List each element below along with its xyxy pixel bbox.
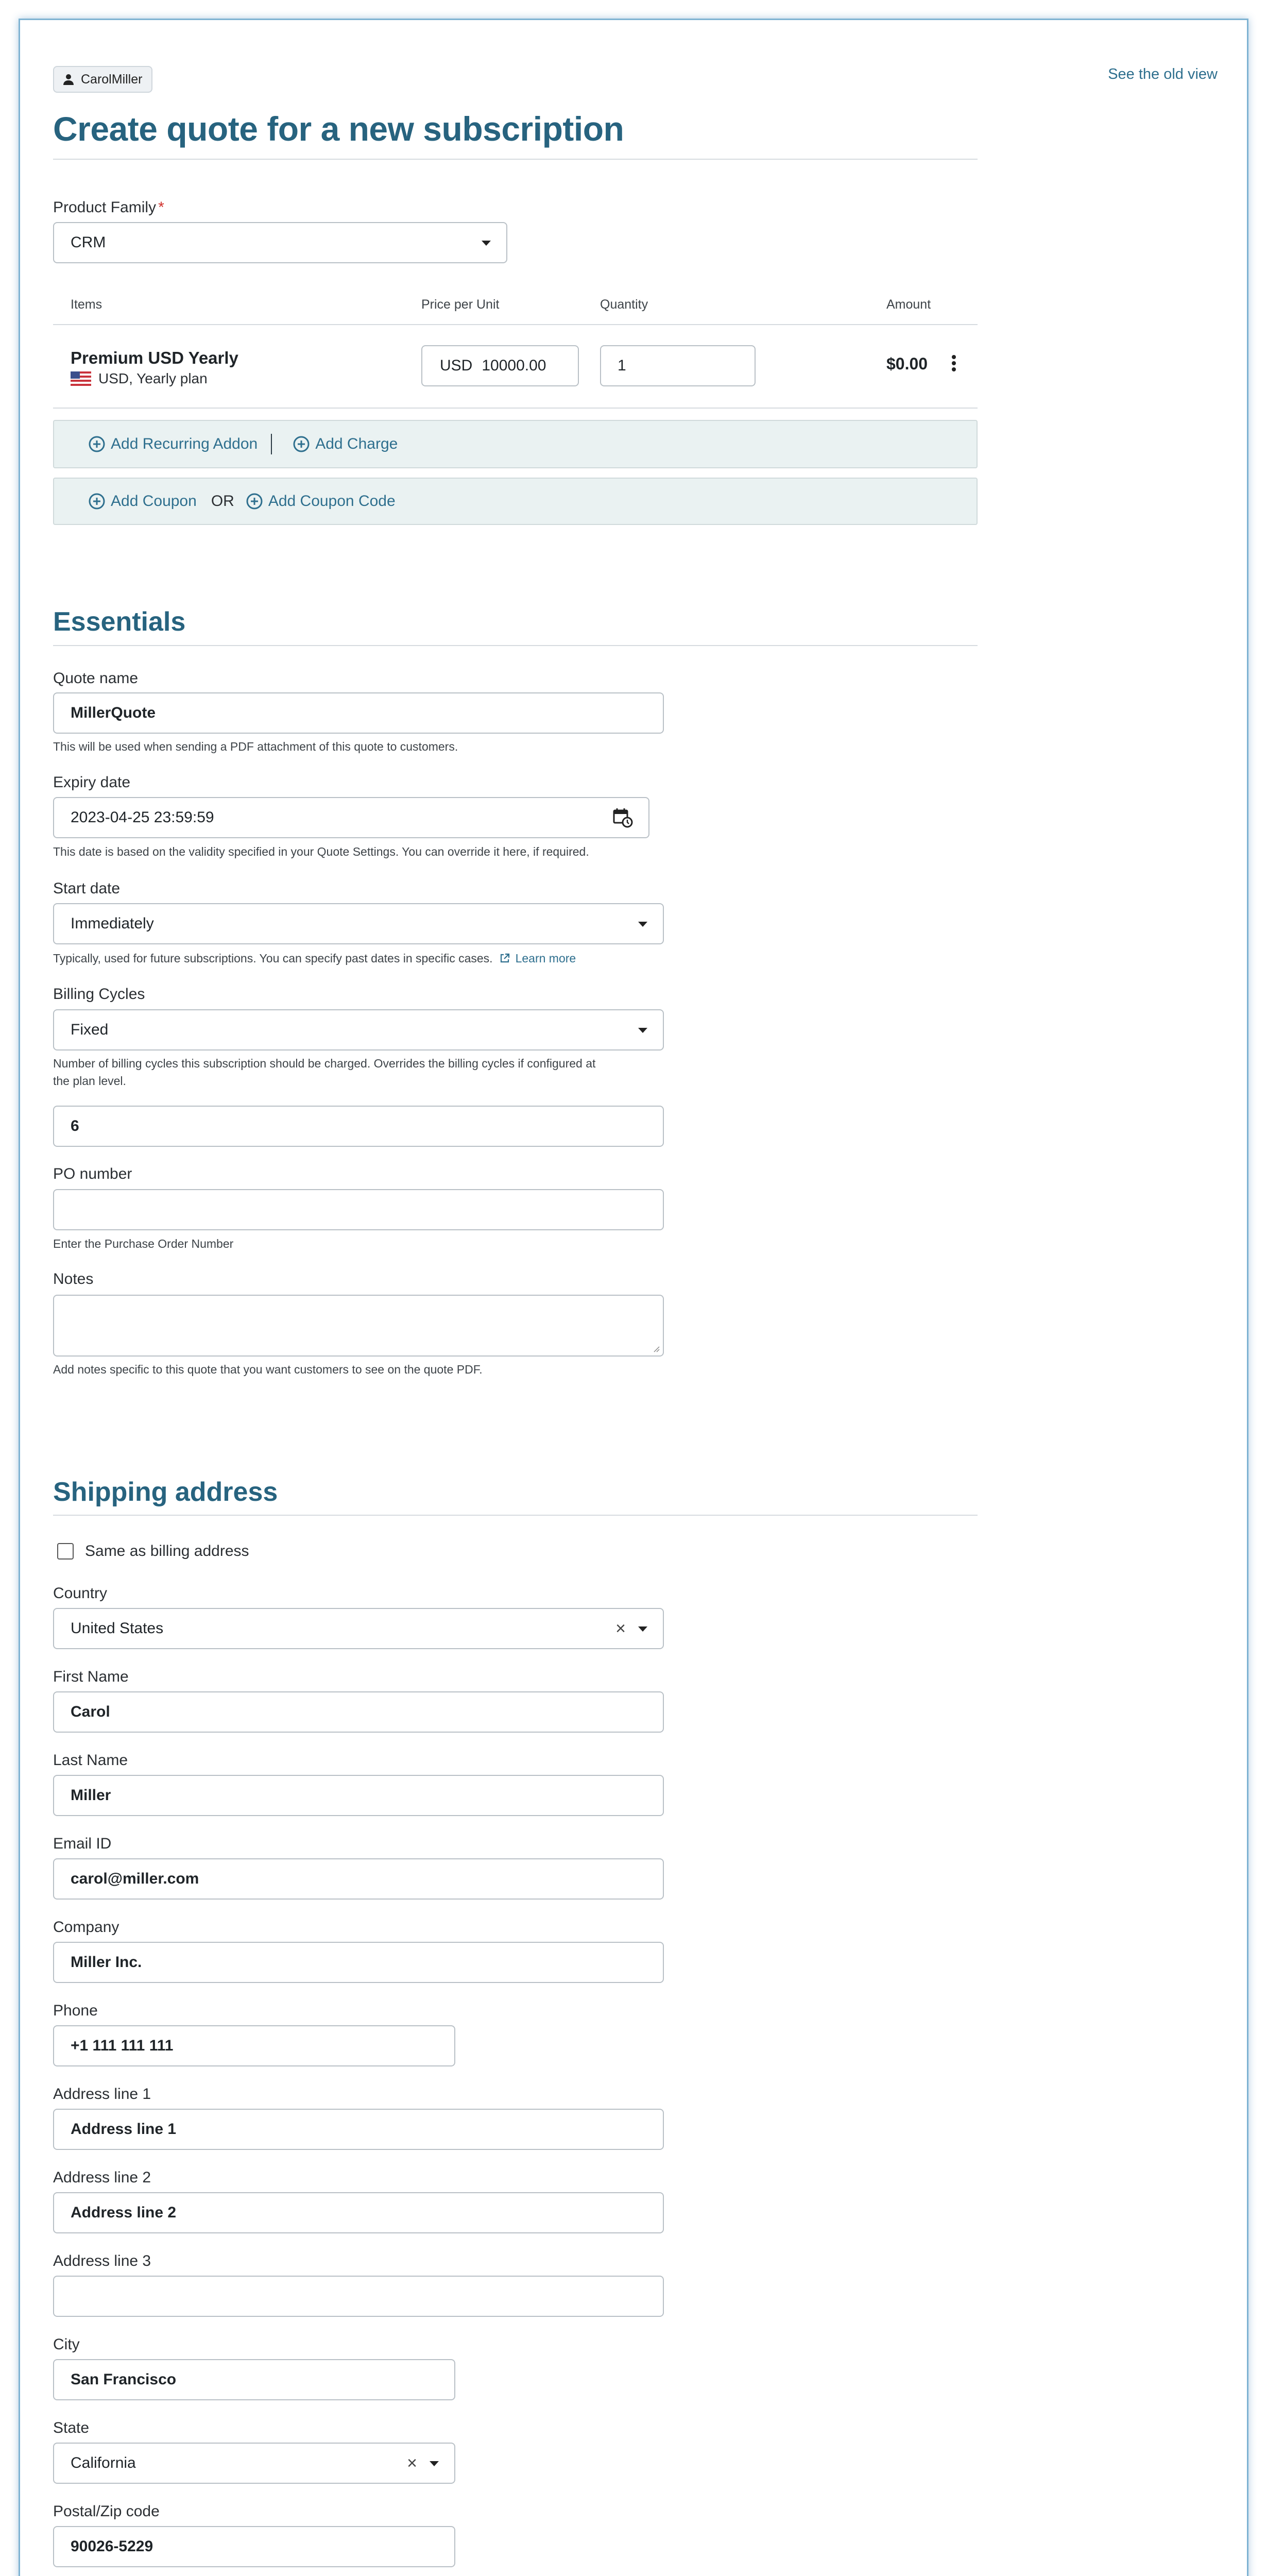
or-text: OR [211,493,234,510]
column-header-price: Price per Unit [421,297,500,312]
same-as-billing-checkbox[interactable] [57,1543,74,1560]
company-input[interactable]: Miller Inc. [53,1942,664,1983]
clear-icon[interactable]: × [407,2453,417,2473]
billing-cycles-help-line2: the plan level. [53,1074,126,1088]
company-label: Company [53,1919,119,1936]
page-title: Create quote for a new subscription [53,110,624,148]
city-input[interactable]: San Francisco [53,2359,455,2400]
title-divider [53,159,978,160]
external-link-icon [499,953,510,964]
po-number-label: PO number [53,1165,132,1182]
address1-label: Address line 1 [53,2086,151,2103]
add-coupon-bar [53,478,978,525]
required-mark: * [158,199,164,216]
item-amount: $0.00 [886,354,928,373]
resize-handle-icon[interactable] [653,1345,660,1352]
zip-input[interactable]: 90026-5229 [53,2526,455,2567]
billing-cycles-count-input[interactable]: 6 [53,1106,664,1147]
add-recurring-addon-button[interactable]: Add Recurring Addon [88,435,258,453]
table-header-divider [53,324,978,325]
quantity-value: 1 [618,357,626,374]
start-date-label: Start date [53,880,121,897]
product-family-value: CRM [71,234,106,251]
po-number-help: Enter the Purchase Order Number [53,1237,234,1250]
phone-input[interactable]: +1 111 111 111 [53,2025,455,2066]
notes-textarea[interactable] [53,1295,664,1357]
price-value: 10000.00 [482,357,546,374]
essentials-divider [53,645,978,646]
country-select[interactable]: United States × [53,1608,664,1649]
learn-more-link[interactable]: Learn more [515,952,576,965]
price-currency: USD [440,357,473,374]
zip-label: Postal/Zip code [53,2503,160,2520]
item-name: Premium USD Yearly [71,348,238,367]
address1-input[interactable]: Address line 1 [53,2109,664,2150]
country-label: Country [53,1585,108,1602]
calendar-clock-icon[interactable] [612,807,633,828]
essentials-heading: Essentials [53,607,186,637]
more-options-icon[interactable] [948,353,960,374]
column-header-items: Items [71,297,102,312]
address3-input[interactable] [53,2276,664,2317]
user-chip-name: CarolMiller [81,72,143,87]
same-as-billing-label: Same as billing address [85,1543,249,1560]
see-old-view-link[interactable]: See the old view [1108,66,1218,82]
shipping-divider [53,1515,978,1516]
shipping-heading: Shipping address [53,1477,278,1507]
column-header-quantity: Quantity [600,297,648,312]
plus-circle-icon [246,493,263,510]
first-name-input[interactable]: Carol [53,1691,664,1733]
plus-circle-icon [88,493,106,510]
address3-label: Address line 3 [53,2252,151,2269]
start-date-help: Typically, used for future subscriptions. You can specify past dates in specific cases. Learn more [53,950,576,967]
quantity-input[interactable] [600,345,756,386]
state-label: State [53,2419,90,2436]
billing-cycles-label: Billing Cycles [53,986,145,1003]
address2-label: Address line 2 [53,2169,151,2186]
price-input[interactable] [421,345,579,386]
add-coupon-button[interactable]: Add Coupon [88,493,197,510]
last-name-label: Last Name [53,1752,128,1769]
add-items-bar [53,420,978,468]
user-icon [62,73,75,86]
po-number-input[interactable] [53,1189,664,1230]
column-header-amount: Amount [886,297,931,312]
first-name-label: First Name [53,1668,129,1685]
plus-circle-icon [88,435,106,453]
add-charge-button[interactable]: Add Charge [293,435,398,453]
billing-cycles-select[interactable]: Fixed [53,1009,664,1050]
expiry-date-label: Expiry date [53,774,131,791]
city-label: City [53,2336,80,2353]
expiry-date-input[interactable]: 2023-04-25 23:59:59 [53,797,649,838]
quote-name-label: Quote name [53,670,139,687]
clear-icon[interactable]: × [615,1619,626,1638]
chevron-down-icon [430,2461,439,2466]
start-date-select[interactable]: Immediately [53,903,664,944]
product-family-select[interactable] [53,222,507,263]
chevron-down-icon [638,1626,647,1632]
notes-label: Notes [53,1270,94,1287]
last-name-input[interactable]: Miller [53,1775,664,1816]
item-subtitle: USD, Yearly plan [71,370,208,387]
add-coupon-code-button[interactable]: Add Coupon Code [246,493,396,510]
chevron-down-icon [482,241,491,246]
state-select[interactable]: California × [53,2443,455,2484]
table-row-divider [53,408,978,409]
product-family-label: Product Family * [53,199,164,216]
email-input[interactable]: carol@miller.com [53,1858,664,1900]
user-chip[interactable] [53,66,152,93]
billing-cycles-help-line1: Number of billing cycles this subscription should be charged. Overrides the billing cycles if configured at [53,1057,596,1070]
phone-label: Phone [53,2002,98,2019]
quote-name-help: This will be used when sending a PDF attachment of this quote to customers. [53,740,458,753]
address2-input[interactable]: Address line 2 [53,2192,664,2233]
quote-name-input[interactable]: MillerQuote [53,692,664,734]
expiry-date-help: This date is based on the validity specified in your Quote Settings. You can override it here, if required. [53,845,589,858]
same-as-billing-checkbox-row[interactable] [57,1543,249,1560]
divider [271,434,272,454]
notes-help: Add notes specific to this quote that you want customers to see on the quote PDF. [53,1363,483,1376]
chevron-down-icon [638,1028,647,1033]
email-label: Email ID [53,1835,112,1852]
plus-circle-icon [293,435,310,453]
us-flag-icon [71,371,91,386]
chevron-down-icon [638,922,647,927]
